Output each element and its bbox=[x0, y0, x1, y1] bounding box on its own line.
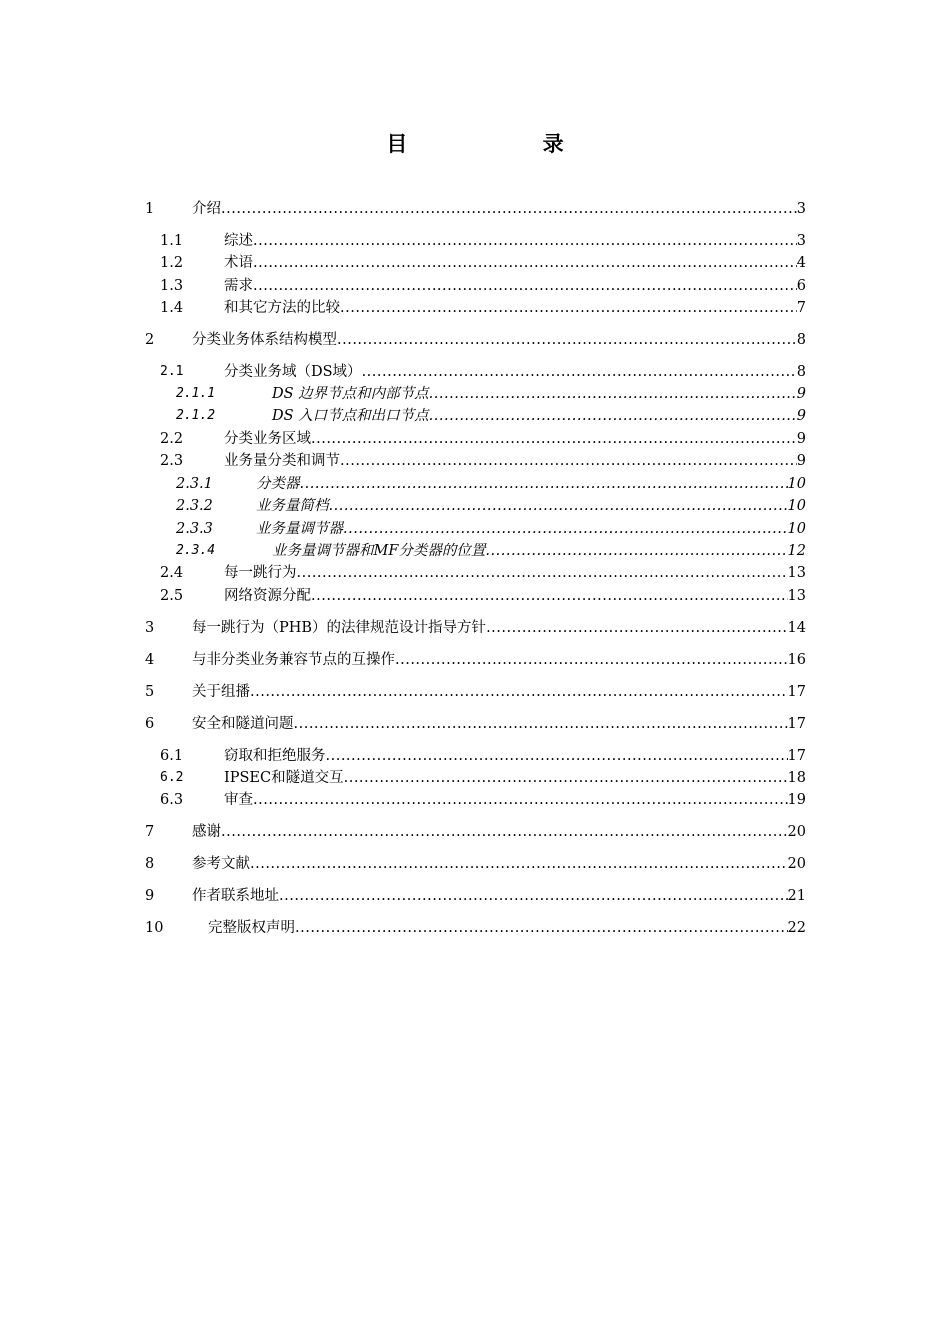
dot-leader bbox=[329, 496, 788, 516]
toc-entry-page: 20 bbox=[787, 824, 806, 840]
dot-leader bbox=[253, 276, 797, 296]
toc-entry-page: 3 bbox=[796, 201, 806, 217]
dot-leader bbox=[395, 650, 788, 670]
toc-entry-number: 1.1 bbox=[160, 233, 184, 249]
dot-leader bbox=[429, 384, 797, 404]
toc-entry[interactable] bbox=[0, 406, 950, 426]
toc-entry-title: 术语 bbox=[224, 255, 253, 271]
toc-entry-title: 分类业务域（DS域） bbox=[224, 364, 362, 380]
toc-entry-page: 20 bbox=[787, 856, 806, 872]
toc-entry-title: 窃取和拒绝服务 bbox=[224, 748, 326, 764]
toc-entry-title: 分类器 bbox=[256, 476, 300, 492]
toc-entry[interactable] bbox=[0, 362, 950, 382]
toc-entry-number: 2.1 bbox=[160, 364, 184, 379]
toc-entry[interactable] bbox=[0, 618, 950, 638]
toc-entry-number: 8 bbox=[145, 856, 155, 872]
toc-entry-title: IPSEC和隧道交互 bbox=[224, 770, 344, 786]
toc-entry[interactable] bbox=[0, 918, 950, 938]
toc-entry-title: 完整版权声明 bbox=[208, 920, 295, 936]
toc-entry[interactable] bbox=[0, 650, 950, 670]
dot-leader bbox=[294, 714, 788, 734]
toc-entry[interactable] bbox=[0, 519, 950, 539]
toc-entry-page: 13 bbox=[787, 565, 806, 581]
toc-entry-page: 16 bbox=[787, 652, 806, 668]
toc-entry-title: 安全和隧道问题 bbox=[192, 716, 294, 732]
dot-leader bbox=[221, 199, 797, 219]
dot-leader bbox=[362, 362, 797, 382]
toc-entry-number: 1.2 bbox=[160, 255, 184, 271]
toc-entry[interactable] bbox=[0, 330, 950, 350]
toc-entry-page: 6 bbox=[796, 278, 806, 294]
toc-entry-page: 17 bbox=[787, 748, 806, 764]
toc-entry-title: 分类业务区域 bbox=[224, 431, 311, 447]
dot-leader bbox=[311, 586, 788, 606]
toc-entry-number: 2.3 bbox=[160, 453, 184, 469]
dot-leader bbox=[295, 918, 788, 938]
toc-entry-page: 22 bbox=[787, 920, 806, 936]
toc-entry-page: 12 bbox=[787, 543, 806, 559]
toc-entry-title: 作者联系地址 bbox=[192, 888, 279, 904]
toc-entry-title: 感谢 bbox=[192, 824, 221, 840]
dot-leader bbox=[337, 330, 797, 350]
toc-entry-title: 关于组播 bbox=[192, 684, 250, 700]
toc-entry[interactable] bbox=[0, 822, 950, 842]
toc-entry-title: 网络资源分配 bbox=[224, 588, 311, 604]
dot-leader bbox=[253, 253, 797, 273]
toc-entry-number: 2.1.1 bbox=[176, 386, 216, 401]
toc-entry-title: 与非分类业务兼容节点的互操作 bbox=[192, 652, 395, 668]
toc-entry[interactable] bbox=[0, 886, 950, 906]
toc-entry-number: 6 bbox=[145, 716, 155, 732]
toc-entry-title: 每一跳行为 bbox=[224, 565, 297, 581]
toc-entry[interactable] bbox=[0, 563, 950, 583]
dot-leader bbox=[300, 474, 788, 494]
toc-entry-number: 4 bbox=[145, 652, 155, 668]
dot-leader bbox=[250, 682, 788, 702]
dot-leader bbox=[250, 854, 788, 874]
toc-entry-page: 21 bbox=[787, 888, 806, 904]
toc-entry-title: 业务量调节器 bbox=[256, 521, 343, 537]
dot-leader bbox=[279, 886, 788, 906]
dot-leader bbox=[311, 429, 797, 449]
toc-entry-page: 7 bbox=[796, 300, 806, 316]
dot-leader bbox=[253, 231, 797, 251]
toc-entry-page: 19 bbox=[787, 792, 806, 808]
toc-entry[interactable] bbox=[0, 586, 950, 606]
toc-entry[interactable] bbox=[0, 682, 950, 702]
dot-leader bbox=[297, 563, 788, 583]
toc-entry-number: 1.3 bbox=[160, 278, 184, 294]
toc-entry[interactable] bbox=[0, 541, 950, 561]
toc-entry-title: 分类业务体系结构模型 bbox=[192, 332, 337, 348]
toc-entry-number: 6.2 bbox=[160, 770, 184, 785]
dot-leader bbox=[429, 406, 797, 426]
toc-entry[interactable] bbox=[0, 768, 950, 788]
toc-entry[interactable] bbox=[0, 384, 950, 404]
toc-entry-page: 13 bbox=[787, 588, 806, 604]
toc-entry[interactable] bbox=[0, 854, 950, 874]
toc-entry-page: 10 bbox=[787, 521, 806, 537]
toc-entry-title: 参考文献 bbox=[192, 856, 250, 872]
toc-entry-page: 4 bbox=[796, 255, 806, 271]
dot-leader bbox=[340, 451, 797, 471]
toc-entry-number: 2.3.4 bbox=[176, 543, 216, 558]
dot-leader bbox=[253, 790, 788, 810]
toc-entry-number: 2.1.2 bbox=[176, 408, 216, 423]
toc-entry[interactable] bbox=[0, 231, 950, 251]
toc-entry[interactable] bbox=[0, 199, 950, 219]
toc-entry-title: DS 入口节点和出口节点 bbox=[272, 408, 429, 424]
toc-entry-number: 1 bbox=[145, 201, 155, 217]
toc-entry-number: 2.4 bbox=[160, 565, 184, 581]
toc-entry-page: 18 bbox=[787, 770, 806, 786]
dot-leader bbox=[485, 541, 787, 561]
toc-entry-number: 2.5 bbox=[160, 588, 184, 604]
toc-entry-page: 10 bbox=[787, 476, 806, 492]
toc-entry-number: 5 bbox=[145, 684, 155, 700]
toc-entry-title: DS 边界节点和内部节点 bbox=[272, 386, 429, 402]
dot-leader bbox=[221, 822, 788, 842]
toc-entry-title: 每一跳行为（PHB）的法律规范设计指导方针 bbox=[192, 620, 487, 636]
toc-entry[interactable] bbox=[0, 714, 950, 734]
toc-entry-number: 10 bbox=[145, 920, 164, 936]
toc-entry-title: 和其它方法的比较 bbox=[224, 300, 340, 316]
toc-entry-number: 7 bbox=[145, 824, 155, 840]
toc-entry-number: 2.3.3 bbox=[176, 521, 213, 537]
toc-entry-number: 2.3.1 bbox=[176, 476, 213, 492]
toc-entry[interactable] bbox=[0, 790, 950, 810]
dot-leader bbox=[344, 768, 788, 788]
toc-entry[interactable] bbox=[0, 298, 950, 318]
dot-leader bbox=[340, 298, 797, 318]
toc-entry[interactable] bbox=[0, 276, 950, 296]
toc-entry-number: 9 bbox=[145, 888, 155, 904]
toc-entry-page: 9 bbox=[796, 386, 806, 402]
toc-entry-number: 6.3 bbox=[160, 792, 184, 808]
toc-entry-page: 9 bbox=[796, 453, 806, 469]
toc-entry-number: 2.3.2 bbox=[176, 498, 213, 514]
toc-entry-title: 需求 bbox=[224, 278, 253, 294]
toc-entry-page: 8 bbox=[796, 364, 806, 380]
toc-entry-number: 2.2 bbox=[160, 431, 184, 447]
toc-entry-title: 业务量调节器和MF分类器的位置 bbox=[272, 543, 486, 559]
toc-entry-title: 介绍 bbox=[192, 201, 221, 217]
toc-entry-title: 业务量分类和调节 bbox=[224, 453, 340, 469]
toc-entry-title: 业务量简档 bbox=[256, 498, 329, 514]
toc-entry-number: 2 bbox=[145, 332, 155, 348]
toc-entry-number: 1.4 bbox=[160, 300, 184, 316]
dot-leader bbox=[343, 519, 788, 539]
toc-entry-title: 审查 bbox=[224, 792, 253, 808]
toc-entry-number: 6.1 bbox=[160, 748, 184, 764]
toc-title: 目 录 bbox=[386, 132, 628, 156]
toc-entry-page: 17 bbox=[787, 716, 806, 732]
toc-entry-page: 8 bbox=[796, 332, 806, 348]
toc-entry-number: 3 bbox=[145, 620, 155, 636]
toc-entry-page: 3 bbox=[796, 233, 806, 249]
dot-leader bbox=[486, 618, 787, 638]
dot-leader bbox=[326, 746, 788, 766]
toc-entry-page: 9 bbox=[796, 431, 806, 447]
toc-entry[interactable] bbox=[0, 451, 950, 471]
toc-entry[interactable] bbox=[0, 496, 950, 516]
toc-entry-page: 9 bbox=[796, 408, 806, 424]
toc-entry-page: 17 bbox=[787, 684, 806, 700]
toc-entry[interactable] bbox=[0, 746, 950, 766]
toc-entry[interactable] bbox=[0, 429, 950, 449]
toc-entry-page: 14 bbox=[787, 620, 806, 636]
toc-entry[interactable] bbox=[0, 253, 950, 273]
toc-entry[interactable] bbox=[0, 474, 950, 494]
toc-entry-page: 10 bbox=[787, 498, 806, 514]
toc-entry-title: 综述 bbox=[224, 233, 253, 249]
